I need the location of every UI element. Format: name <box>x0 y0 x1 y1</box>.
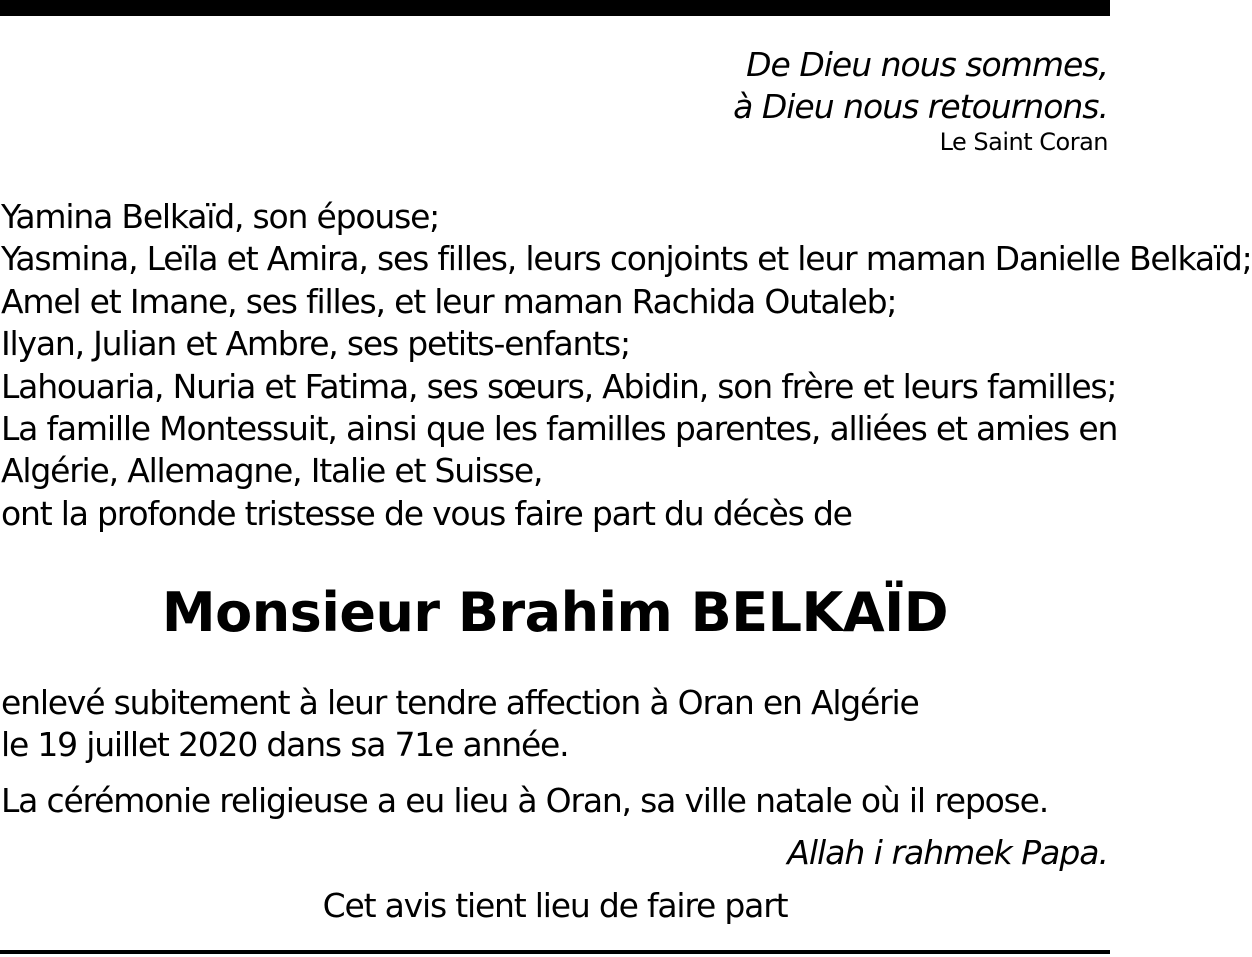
family-line: La famille Montessuit, ainsi que les familles parentes, alliées et amies en <box>1 409 1118 449</box>
family-line: Algérie, Allemagne, Italie et Suisse, <box>1 451 543 491</box>
deceased-name: Monsieur Brahim BELKAÏD <box>161 581 949 644</box>
family-line: Lahouaria, Nuria et Fatima, ses sœurs, Abidin, son frère et leurs familles; <box>1 366 1117 406</box>
detail-line: le 19 juillet 2020 dans sa 71e année. <box>1 725 569 764</box>
ceremony-text: La cérémonie religieuse a eu lieu à Oran, sa ville natale où il repose. <box>1 781 1049 820</box>
quote-line-2: à Dieu nous retournons. <box>733 87 1108 126</box>
death-details <box>1 682 1109 766</box>
family-line: Yamina Belkaïd, son épouse; <box>1 197 440 236</box>
family-line: Ilyan, Julian et Ambre, ses petits-enfants; <box>1 324 630 364</box>
family-line: Amel et Imane, ses filles, et leur maman Rachida Outaleb; <box>1 281 897 321</box>
family-line: ont la profonde tristesse de vous faire part du décès de <box>1 493 852 533</box>
notice-text: Cet avis tient lieu de faire part <box>322 886 788 925</box>
detail-line: enlevé subitement à leur tendre affection à Oran en Algérie <box>1 683 919 722</box>
koran-quote <box>733 44 1108 156</box>
bottom-border-rule <box>0 950 1110 954</box>
family-announcement <box>1 196 1252 535</box>
top-border-rule <box>0 0 1110 16</box>
closing-prayer: Allah i rahmek Papa. <box>787 833 1108 872</box>
quote-line-1: De Dieu nous sommes, <box>746 45 1108 84</box>
quote-source: Le Saint Coran <box>939 128 1108 156</box>
family-line: Yasmina, Leïla et Amira, ses filles, leurs conjoints et leur maman Danielle Belkaïd; <box>1 239 1252 279</box>
